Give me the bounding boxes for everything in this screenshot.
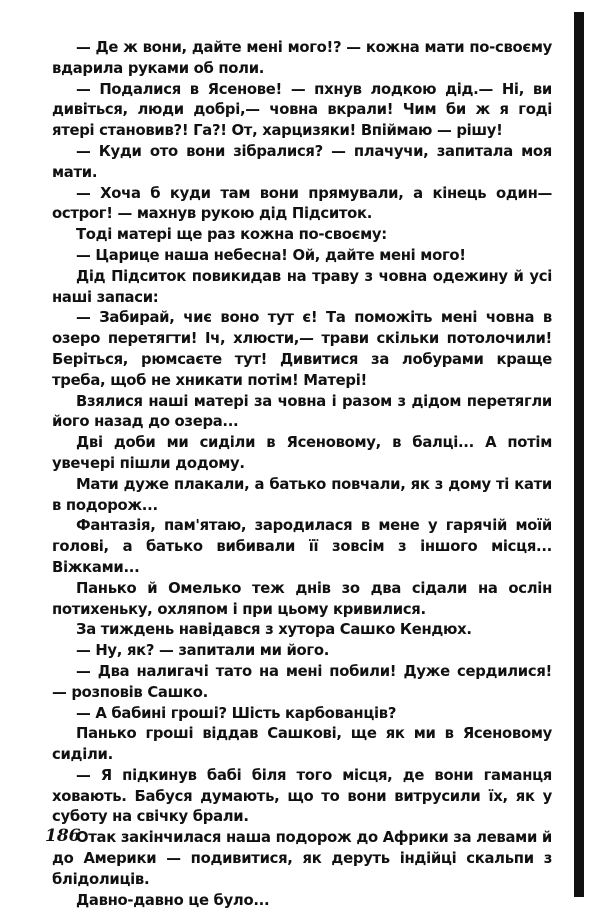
paragraph-7: Дід Підситок повикидав на траву з човна одежину й усі наші запаси: (52, 267, 552, 306)
paragraph-8: — Забирай, чиє воно тут є! Та поможіть мені човна в озеро перетягти! Іч, хлюсти,— трави скільки потолочили! Беріться, рюмсаєте тут! Дивитися за лобурами краще треба, щоб не хникати потім! Матері! (52, 309, 552, 389)
page-edge-shadow (574, 12, 584, 897)
paragraph-16: — Два налигачі тато на мені побили! Дуже сердилися! — розповів Сашко. (52, 662, 552, 701)
paragraph-2: — Подалися в Ясенове! — пхнув лодкою дід.— Ні, ви дивіться, люди добрі,— човна вкрали! Чим би ж я годі ятері становив?! Га?! От, харцизяки! Впіймаю — рішу! (52, 80, 552, 140)
paragraph-20: Отак закінчилася наша подорож до Африки за левами й до Америки — подивитися, як деруть індійці скальпи з блідолиців. (52, 829, 552, 888)
paragraph-15: — Ну, як? — запитали ми його. (76, 642, 330, 660)
book-page-text (52, 38, 552, 911)
paragraph-4: — Хоча б куди там вони прямували, а кінець один— острог! — махнув рукою дід Підситок. (52, 184, 552, 223)
paragraph-19: — Я підкинув бабі біля того місця, де вони гаманця ховають. Бабуся думають, що то вони витрусили їх, як у суботу на свічку брали. (52, 766, 552, 826)
paragraph-14: За тиждень навідався з хутора Сашко Кендюх. (76, 621, 472, 639)
paragraph-18: Панько гроші віддав Сашкові, ще як ми в Ясеновому сиділи. (52, 725, 552, 764)
paragraph-17: — А бабині гроші? Шість карбованців? (76, 704, 397, 722)
paragraph-3: — Куди ото вони зібралися? — плачучи, запитала моя мати. (52, 142, 552, 181)
paragraph-9: Взялися наші матері за човна і разом з дідом перетягли його назад до озера... (52, 392, 552, 431)
paragraph-6: — Царице наша небесна! Ой, дайте мені мого! (76, 246, 466, 264)
paragraph-13: Панько й Омелько теж днів зо два сідали на ослін потихеньку, охляпом і при цьому кривилися. (52, 579, 552, 618)
paragraph-12: Фантазія, пам'ятаю, зародилася в мене у гарячій моїй голові, а батько вибивали її зовсім з іншого місця... Віжками... (52, 517, 552, 576)
paragraph-10: Дві доби ми сиділи в Ясеновому, в балці... А потім увечері пішли додому. (52, 434, 552, 472)
paragraph-11: Мати дуже плакали, а батько повчали, як з дому ті кати в подорож... (52, 475, 552, 514)
paragraph-5: Тоді матері ще раз кожна по-своєму: (76, 226, 387, 244)
paragraph-21: Давно-давно це було... (76, 891, 270, 909)
paragraph-1: — Де ж вони, дайте мені мого!? — кожна мати по-своєму вдарила руками об поли. (52, 39, 552, 77)
page-number: 186 (45, 826, 81, 846)
